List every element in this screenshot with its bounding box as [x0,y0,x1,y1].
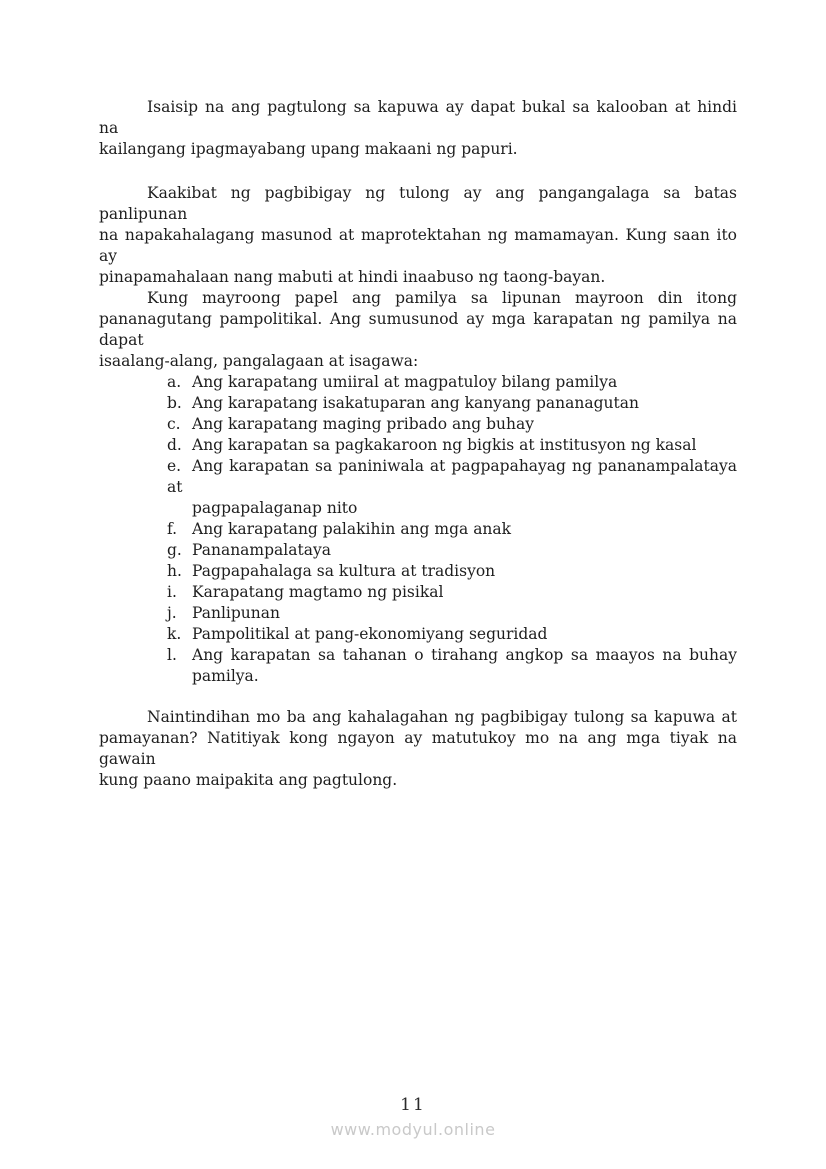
page-number: 11 [400,1095,426,1115]
text-line: isaalang-alang, pangalagaan at isagawa: [99,352,419,370]
text-line: Kung mayroong papel ang pamilya sa lipunan mayroon din itong [147,289,737,307]
text-line: Isaisip na ang pagtulong sa kapuwa ay dapat bukal sa kalooban at hindi na [99,98,737,137]
paragraph [99,97,737,160]
spacer [99,687,737,707]
spacer [99,160,737,183]
text-line: kailangang ipagmayabang upang makaani ng papuri. [99,140,518,158]
list-item [167,561,737,582]
text-line: b. Ang karapatang isakatuparan ang kanyang pananagutan [167,394,639,412]
text-line: kung paano maipakita ang pagtulong. [99,771,398,789]
text-line: pinapamahalaan nang mabuti at hindi inaabuso ng taong-bayan. [99,268,606,286]
text-line: c. Ang karapatang maging pribado ang buhay [167,415,535,433]
text-line: d. Ang karapatan sa pagkakaroon ng bigkis at institusyon ng kasal [167,436,697,454]
list-marker: f. [167,520,178,538]
text-line: pamilya. [192,667,259,685]
text-line: h. Pagpapahalaga sa kultura at tradisyon [167,562,496,580]
list-item [167,435,737,456]
list-item [167,456,737,519]
watermark-text: www.modyul.online [330,1120,496,1139]
text-line: l. Ang karapatan sa tahanan o tirahang angkop sa maayos na buhay [167,646,737,664]
list-item [167,414,737,435]
text-line: k. Pampolitikal at pang-ekonomiyang seguridad [167,625,548,643]
list-item [167,603,737,624]
lettered-list [167,372,737,687]
list-item [167,393,737,414]
list-marker: d. [167,436,182,454]
text-line: i. Karapatang magtamo ng pisikal [167,583,444,601]
text-line: j. Panlipunan [167,604,280,622]
text-line: g. Pananampalataya [167,541,331,559]
paragraph [99,707,737,791]
text-line: a. Ang karapatang umiiral at magpatuloy bilang pamilya [167,373,618,391]
list-marker: a. [167,373,182,391]
paragraph [99,288,737,372]
text-line: Naintindihan mo ba ang kahalagahan ng pagbibigay tulong sa kapuwa at [147,708,737,726]
text-line: pamayanan? Natitiyak kong ngayon ay matutukoy mo na ang mga tiyak na gawain [99,729,737,768]
list-item [167,624,737,645]
list-marker: e. [167,457,182,475]
list-marker: j. [167,604,177,622]
paragraph [99,183,737,288]
list-item [167,519,737,540]
list-marker: c. [167,415,181,433]
text-line: e. Ang karapatan sa paniniwala at pagpapahayag ng pananampalataya at [167,457,737,496]
list-marker: g. [167,541,182,559]
list-item [167,372,737,393]
text-line: pananagutang pampolitikal. Ang sumusunod ay mga karapatan ng pamilya na dapat [99,310,737,349]
list-marker: l. [167,646,177,664]
list-marker: b. [167,394,182,412]
list-marker: k. [167,625,182,643]
list-item [167,582,737,603]
list-marker: i. [167,583,177,601]
text-line: Kaakibat ng pagbibigay ng tulong ay ang pangangalaga sa batas panlipunan [99,184,737,223]
list-item [167,540,737,561]
list-item [167,645,737,687]
text-line: pagpapalaganap nito [192,499,358,517]
document-content [99,97,737,791]
text-line: f. Ang karapatang palakihin ang mga anak [167,520,512,538]
list-marker: h. [167,562,182,580]
text-line: na napakahalagang masunod at maprotektahan ng mamamayan. Kung saan ito ay [99,226,737,265]
